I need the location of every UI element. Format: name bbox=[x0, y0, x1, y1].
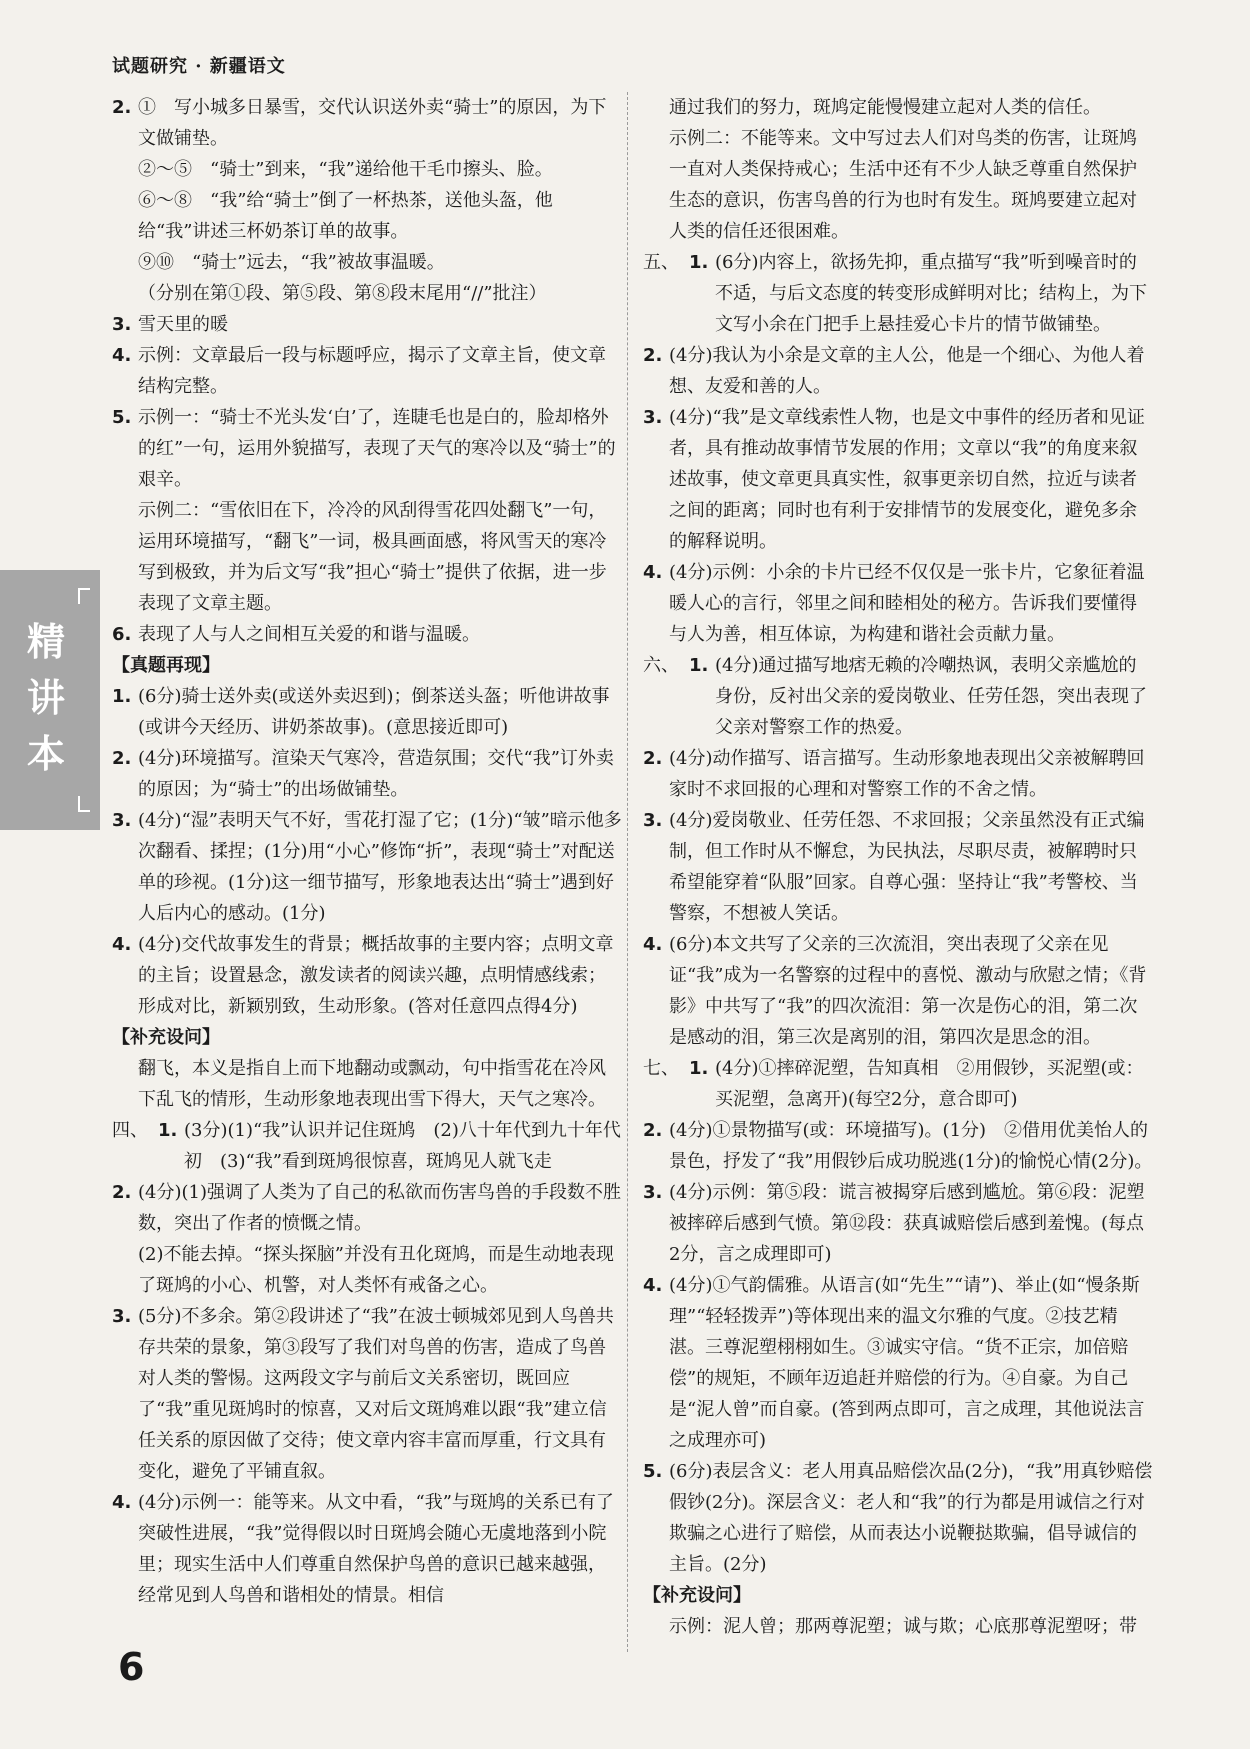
answer-item bbox=[112, 340, 622, 402]
answer-item bbox=[643, 340, 1153, 402]
question-number: 3. bbox=[643, 810, 663, 831]
question-number: 3. bbox=[643, 407, 663, 428]
answer-paragraph: 翻飞，本义是指自上而下地翻动或飘动，句中指雪花在冷风下乱飞的情形，生动形象地表现出雪下得大，天气之寒冷。 bbox=[138, 1058, 606, 1110]
section-number: 四、 bbox=[112, 1120, 148, 1141]
question-number: 5. bbox=[643, 1461, 663, 1482]
question-number: 1. bbox=[689, 252, 709, 273]
question-number: 6. bbox=[112, 624, 132, 645]
question-number: 4. bbox=[112, 934, 132, 955]
column-divider bbox=[627, 92, 628, 1652]
answer-item bbox=[112, 743, 622, 805]
answer-item bbox=[112, 402, 622, 495]
question-number: 2. bbox=[112, 1182, 132, 1203]
question-number: 3. bbox=[112, 314, 132, 335]
answer-item bbox=[643, 650, 1153, 743]
bracket-bottom-decoration bbox=[78, 796, 90, 812]
section-heading: 【补充设问】 bbox=[643, 1585, 751, 1606]
answer-item bbox=[112, 619, 622, 650]
answer-item bbox=[643, 805, 1153, 929]
side-tab bbox=[0, 570, 100, 830]
question-number: 5. bbox=[112, 407, 132, 428]
question-number: 1. bbox=[689, 655, 709, 676]
question-number: 2. bbox=[112, 748, 132, 769]
question-number: 3. bbox=[112, 1306, 132, 1327]
answer-text: (6分)内容上，欲扬先抑，重点描写“我”听到噪音时的不适，与后文态度的转变形成鲜明对比；结构上，为下文写小余在门把手上悬挂爱心卡片的情节做铺垫。 bbox=[715, 252, 1147, 335]
running-header: 试题研究 · 新疆语文 bbox=[112, 56, 286, 77]
answer-item bbox=[112, 309, 622, 340]
answer-paragraph: 通过我们的努力，斑鸠定能慢慢建立起对人类的信任。 bbox=[669, 97, 1101, 118]
answer-item bbox=[112, 1177, 622, 1239]
answer-text: (4分)示例：小余的卡片已经不仅仅是一张卡片，它象征着温暖人心的言行，邻里之间和睦相处的秘方。告诉我们要懂得与人为善，相互体谅，为构建和谐社会贡献力量。 bbox=[669, 562, 1145, 645]
answer-text: (4分)爱岗敬业、任劳任怨、不求回报；父亲虽然没有正式编制，但工作时从不懈怠，为民执法，尽职尽责，被解聘时只希望能穿着“队服”回家。自尊心强：坚持让“我”考警校、当警察，不想被人笑话。 bbox=[669, 810, 1145, 924]
question-number: 4. bbox=[643, 1275, 663, 1296]
right-column bbox=[643, 92, 1153, 1642]
answer-text: (4分)示例一：能等来。从文中看，“我”与斑鸠的关系已有了突破性进展，“我”觉得假以时日斑鸠会随心无虞地落到小院里；现实生活中人们尊重自然保护鸟兽的意识已越来越强，经常见到人鸟兽和谐相处的情景。相信 bbox=[138, 1492, 614, 1606]
answer-item bbox=[643, 247, 1153, 340]
answer-text: (4分)交代故事发生的背景；概括故事的主要内容；点明文章的主旨；设置悬念，激发读者的阅读兴趣，点明情感线索；形成对比，新颖别致，生动形象。(答对任意四点得4分) bbox=[138, 934, 614, 1017]
answer-paragraph: 示例：泥人曾；那两尊泥塑；诚与欺；心底那尊泥塑呀；带 bbox=[669, 1616, 1137, 1637]
question-number: 1. bbox=[689, 1058, 709, 1079]
answer-item bbox=[643, 557, 1153, 650]
answer-item bbox=[112, 681, 622, 743]
answer-text: (4分)环境描写。渲染天气寒冷，营造氛围；交代“我”订外卖的原因；为“骑士”的出场做铺垫。 bbox=[138, 748, 614, 800]
answer-item bbox=[643, 743, 1153, 805]
answer-text: 雪天里的暖 bbox=[138, 314, 228, 335]
answer-item bbox=[112, 92, 622, 154]
answer-text: (6分)表层含义：老人用真品赔偿次品(2分)，“我”用真钞赔偿假钞(2分)。深层含义：老人和“我”的行为都是用诚信之行对欺骗之心进行了赔偿，从而表达小说鞭挞欺骗，倡导诚信的主旨。(2分) bbox=[669, 1461, 1153, 1575]
answer-text: (4分)(1)强调了人类为了自己的私欲而伤害鸟兽的手段数不胜数，突出了作者的愤慨之情。 bbox=[138, 1182, 621, 1234]
answer-text: (4分)①气韵儒雅。从语言(如“先生”“请”)、举止(如“慢条斯理”“轻轻拨弄”)等体现出来的温文尔雅的气度。②技艺精湛。三尊泥塑栩栩如生。③诚实守信。“货不正宗，加倍赔偿”的规矩，不顾年迈追赶并赔偿的行为。④自豪。为自己是“泥人曾”而自豪。(答到两点即可，言之成理，其他说法言之成理亦可) bbox=[669, 1275, 1145, 1451]
answer-paragraph: ②～⑤ “骑士”到来，“我”递给他干毛巾擦头、脸。 bbox=[138, 159, 553, 180]
answer-text: (3分)(1)“我”认识并记住斑鸠 (2)八十年代到九十年代初 (3)“我”看到斑鸠很惊喜，斑鸠见人就飞走 bbox=[184, 1120, 621, 1172]
answer-text: 示例一：“骑士不光头发‘白’了，连睫毛也是白的，脸却格外的红”一句，运用外貌描写，表现了天气的寒冷以及“骑士”的艰辛。 bbox=[138, 407, 616, 490]
question-number: 3. bbox=[643, 1182, 663, 1203]
answer-text: (4分)动作描写、语言描写。生动形象地表现出父亲被解聘回家时不求回报的心理和对警察工作的不舍之情。 bbox=[669, 748, 1145, 800]
answer-paragraph: 示例二：不能等来。文中写过去人们对鸟类的伤害，让斑鸠一直对人类保持戒心；生活中还有不少人缺乏尊重自然保护生态的意识，伤害鸟兽的行为也时有发生。斑鸠要建立起对人类的信任还很困难。 bbox=[669, 128, 1137, 242]
answer-text: (4分)①摔碎泥塑，告知真相 ②用假钞，买泥塑(或：买泥塑，急离开)(每空2分，意合即可) bbox=[715, 1058, 1144, 1110]
question-number: 1. bbox=[158, 1120, 178, 1141]
section-heading: 【真题再现】 bbox=[112, 655, 220, 676]
answer-text: (5分)不多余。第②段讲述了“我”在波士顿城郊见到人鸟兽共存共荣的景象，第③段写了我们对鸟兽的伤害，造成了鸟兽对人类的警惕。这两段文字与前后文关系密切，既回应了“我”重见斑鸠时的惊喜，又对后文斑鸠难以跟“我”建立信任关系的原因做了交待；使文章内容丰富而厚重，行文具有变化，避免了平铺直叙。 bbox=[138, 1306, 614, 1482]
answer-text: (4分)我认为小余是文章的主人公，他是一个细心、为他人着想、友爱和善的人。 bbox=[669, 345, 1145, 397]
answer-item bbox=[643, 929, 1153, 1053]
answer-text: (4分)“湿”表明天气不好，雪花打湿了它；(1分)“皱”暗示他多次翻看、揉捏；(1分)用“小心”修饰“折”，表现“骑士”对配送单的珍视。(1分)这一细节描写，形象地表达出“骑士”遇到好人后内心的感动。(1分) bbox=[138, 810, 622, 924]
answer-paragraph: ⑨⑩ “骑士”远去，“我”被故事温暖。 bbox=[138, 252, 445, 273]
answer-text: (4分)通过描写地痞无赖的冷嘲热讽，表明父亲尴尬的身份，反衬出父亲的爱岗敬业、任劳任怨，突出表现了父亲对警察工作的热爱。 bbox=[715, 655, 1147, 738]
answer-item bbox=[112, 805, 622, 929]
answer-paragraph: （分别在第①段、第⑤段、第⑧段末尾用“//”批注） bbox=[138, 283, 547, 304]
question-number: 4. bbox=[643, 934, 663, 955]
question-number: 2. bbox=[643, 748, 663, 769]
question-number: 4. bbox=[643, 562, 663, 583]
answer-paragraph: (2)不能去掉。“探头探脑”并没有丑化斑鸠，而是生动地表现了斑鸠的小心、机警，对人类怀有戒备之心。 bbox=[138, 1244, 614, 1296]
question-number: 4. bbox=[112, 345, 132, 366]
answer-item bbox=[112, 929, 622, 1022]
answer-item bbox=[643, 402, 1153, 557]
answer-item bbox=[112, 1301, 622, 1487]
bracket-top-decoration bbox=[78, 588, 90, 604]
answer-text: (6分)本文共写了父亲的三次流泪，突出表现了父亲在见证“我”成为一名警察的过程中的喜悦、激动与欣慰之情；《背影》中共写了“我”的四次流泪：第一次是伤心的泪，第二次是感动的泪，第三次是离别的泪，第四次是思念的泪。 bbox=[669, 934, 1147, 1048]
answer-text: (4分)示例：第⑤段：谎言被揭穿后感到尴尬。第⑥段：泥塑被摔碎后感到气愤。第⑫段：获真诚赔偿后感到羞愧。(每点2分，言之成理即可) bbox=[669, 1182, 1145, 1265]
answer-item bbox=[643, 1053, 1153, 1115]
answer-item bbox=[643, 1270, 1153, 1456]
answer-text: 表现了人与人之间相互关爱的和谐与温暖。 bbox=[138, 624, 480, 645]
answer-item bbox=[112, 1115, 622, 1177]
answer-paragraph: 示例二：“雪依旧在下，冷冷的风刮得雪花四处翻飞”一句，运用环境描写，“翻飞”一词，极具画面感，将风雪天的寒冷写到极致，并为后文写“我”担心“骑士”提供了依据，进一步表现了文章主题。 bbox=[138, 500, 607, 614]
question-number: 2. bbox=[112, 97, 132, 118]
section-heading: 【补充设问】 bbox=[112, 1027, 220, 1048]
answer-text: (4分)①景物描写(或：环境描写)。(1分) ②借用优美怡人的景色，抒发了“我”用假钞后成功脱逃(1分)的愉悦心情(2分)。 bbox=[669, 1120, 1153, 1172]
question-number: 4. bbox=[112, 1492, 132, 1513]
question-number: 2. bbox=[643, 345, 663, 366]
side-tab-label: 精讲本 bbox=[26, 620, 65, 776]
section-number: 五、 bbox=[643, 252, 679, 273]
question-number: 1. bbox=[112, 686, 132, 707]
section-number: 七、 bbox=[643, 1058, 679, 1079]
answer-text: (4分)“我”是文章线索性人物，也是文中事件的经历者和见证者，具有推动故事情节发展的作用；文章以“我”的角度来叙述故事，使文章更具真实性，叙事更亲切自然，拉近与读者之间的距离；同时也有利于安排情节的发展变化，避免多余的解释说明。 bbox=[669, 407, 1145, 552]
question-number: 2. bbox=[643, 1120, 663, 1141]
answer-item bbox=[643, 1115, 1153, 1177]
answer-item bbox=[643, 1177, 1153, 1270]
answer-item bbox=[643, 1456, 1153, 1580]
question-number: 3. bbox=[112, 810, 132, 831]
section-number: 六、 bbox=[643, 655, 679, 676]
answer-text: 示例：文章最后一段与标题呼应，揭示了文章主旨，使文章结构完整。 bbox=[138, 345, 606, 397]
answer-text: ① 写小城多日暴雪，交代认识送外卖“骑士”的原因，为下文做铺垫。 bbox=[138, 97, 607, 149]
answer-text: (6分)骑士送外卖(或送外卖迟到)；倒茶送头盔；听他讲故事(或讲今天经历、讲奶茶故事)。(意思接近即可) bbox=[138, 686, 610, 738]
page-number: 6 bbox=[118, 1645, 145, 1689]
answer-item bbox=[112, 1487, 622, 1611]
left-column bbox=[112, 92, 622, 1611]
answer-paragraph: ⑥～⑧ “我”给“骑士”倒了一杯热茶，送他头盔，他给“我”讲述三杯奶茶订单的故事。 bbox=[138, 190, 553, 242]
